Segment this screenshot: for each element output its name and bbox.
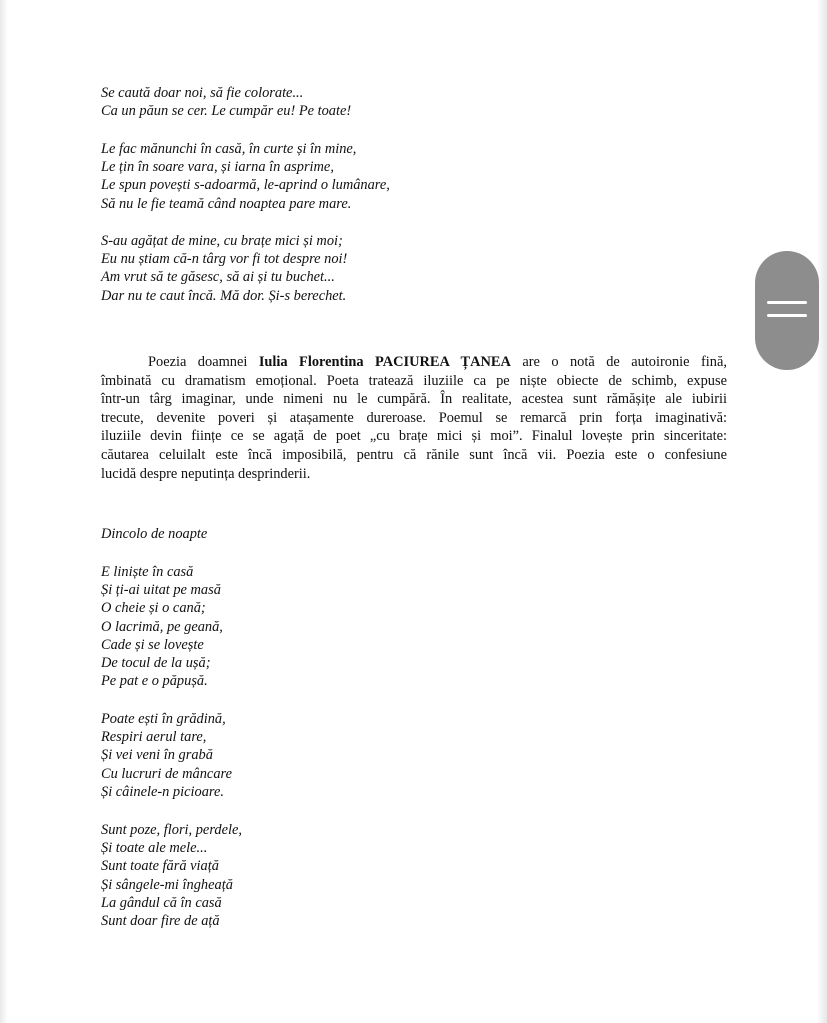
poem-line: Le fac mănunchi în casă, în curte și în mine, xyxy=(101,141,357,157)
drag-handle-icon xyxy=(767,314,807,317)
poem-line: Sunt toate fără viață xyxy=(101,858,219,875)
poem-line: De tocul de la ușă; xyxy=(101,655,211,672)
poem-line: Ca un păun se cer. Le cumpăr eu! Pe toate! xyxy=(101,103,352,120)
commentary-line: într-un târg imaginar, unde nimeni nu le cumpără. În realitate, acestea sunt rămășițe ale iubirii xyxy=(101,391,727,408)
commentary-paragraph xyxy=(101,353,727,483)
poem-stanza xyxy=(101,84,351,120)
poem-line: Poate ești în grădină, xyxy=(101,711,226,727)
poem-line: Și toate ale mele... xyxy=(101,840,208,857)
drag-handle-icon xyxy=(767,301,807,304)
commentary-line: lucidă despre neputința desprinderii. xyxy=(101,465,311,482)
poem-line: Dar nu te caut încă. Mă dor. Și-s berechet. xyxy=(101,287,347,304)
poem-stanza xyxy=(101,232,347,305)
author-name: Iulia Florentina PACIUREA ȚANEA xyxy=(258,354,511,370)
poem-line: Le spun povești s-adoarmă, le-aprind o lumânare, xyxy=(101,177,390,194)
poem-line: Și sângele-mi îngheață xyxy=(101,876,233,893)
poem-line: O cheie și o cană; xyxy=(101,600,206,617)
poem-stanza xyxy=(101,710,232,801)
poem-stanza xyxy=(101,563,223,690)
poem-line: E liniște în casă xyxy=(101,564,194,580)
poem-line: Sunt poze, flori, perdele, xyxy=(101,822,242,838)
commentary-line: iluziile devin ființe ce se agață de poet „cu brațe mici și moi”. Finalul lovește prin sinceritate: xyxy=(101,428,727,445)
poem-stanza xyxy=(101,140,390,213)
poem-line: O lacrimă, pe geană, xyxy=(101,618,223,635)
poem-line: Și ți-ai uitat pe masă xyxy=(101,582,221,599)
poem-stanza xyxy=(101,821,242,930)
poem-line: Și vei veni în grabă xyxy=(101,747,213,764)
poem-title: Dincolo de noapte xyxy=(101,526,208,542)
poem-line: Pe pat e o păpușă. xyxy=(101,673,208,690)
poem-line: Am vrut să te găsesc, să ai și tu buchet... xyxy=(101,269,335,286)
poem-line: Și câinele-n picioare. xyxy=(101,783,224,800)
commentary-text: are o notă de autoironie fină, xyxy=(522,354,727,370)
poem-line: Respiri aerul tare, xyxy=(101,729,207,746)
poem-line: S-au agățat de mine, cu brațe mici și moi; xyxy=(101,233,343,249)
poem-line: Le țin în soare vara, și iarna în asprime, xyxy=(101,159,334,176)
commentary-line: trecute, devenite poveri și atașamente dureroase. Poemul se remarcă prin forța imaginativă: xyxy=(101,409,727,426)
scroll-handle[interactable] xyxy=(755,251,819,370)
poem-line: La gândul că în casă xyxy=(101,894,222,911)
commentary-text: Poezia doamnei xyxy=(148,354,248,370)
commentary-line: îmbinată cu dramatism emoțional. Poeta tratează iluziile ca pe niște obiecte de schimb, expuse xyxy=(101,372,727,389)
poem-line: Să nu le fie teamă când noaptea pare mare. xyxy=(101,195,352,212)
poem-line: Cade și se lovește xyxy=(101,636,204,653)
poem-line: Cu lucruri de mâncare xyxy=(101,765,232,782)
commentary-line xyxy=(101,353,727,372)
poem-line: Sunt doar fire de ață xyxy=(101,913,220,930)
poem-line: Eu nu știam că-n târg vor fi tot despre noi! xyxy=(101,251,348,268)
commentary-line: căutarea celuilalt este încă imposibilă, pentru că rănile sunt încă vii. Poezia este o confesiune xyxy=(101,446,727,463)
poem-line: Se caută doar noi, să fie colorate... xyxy=(101,85,304,101)
